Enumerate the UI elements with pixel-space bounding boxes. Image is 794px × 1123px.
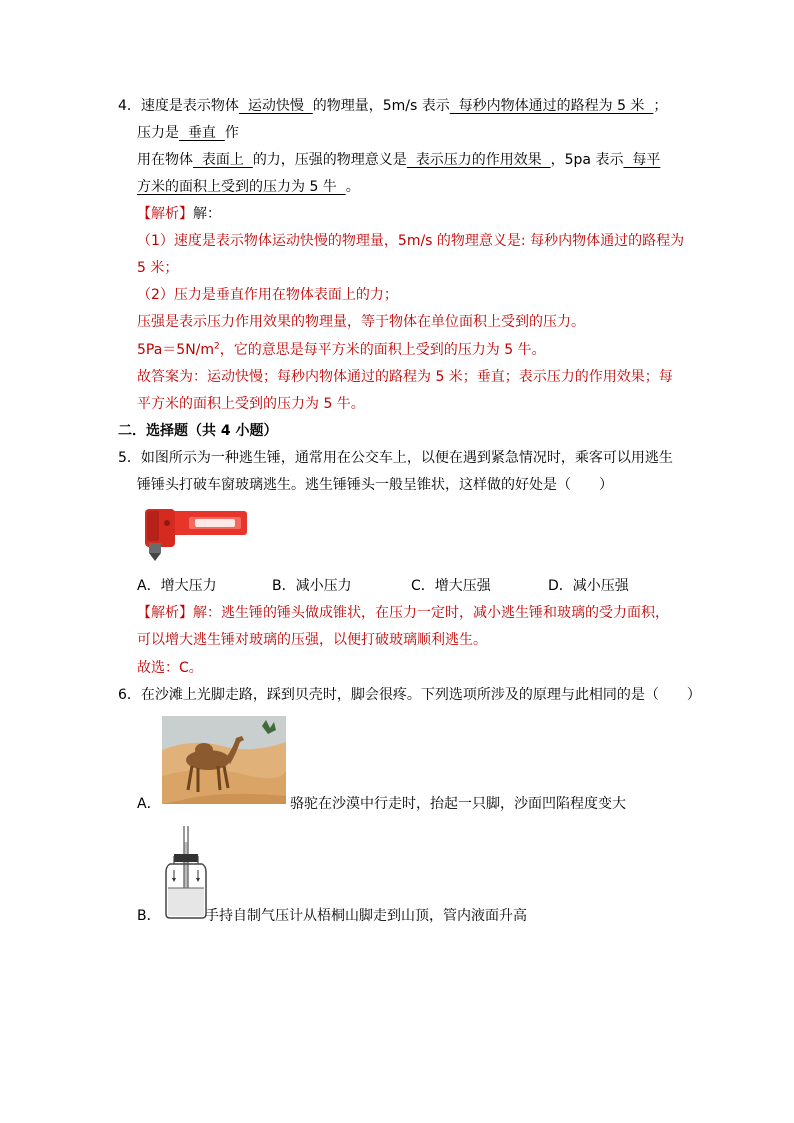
q4-blank-3: 垂直 <box>179 125 225 141</box>
escape-hammer-image <box>137 505 249 565</box>
q4-analysis-6: 故答案为：运动快慢；每秒内物体通过的路程为 5 米；垂直；表示压力的作用效果；每 <box>137 369 673 385</box>
q4-analysis-3: （2）压力是垂直作用在物体表面上的力； <box>137 287 398 303</box>
q4-blank-6: 每平 <box>623 152 661 168</box>
q5-option-d: D．减小压强 <box>548 578 629 594</box>
q5-analysis-2: 可以增大逃生锤对玻璃的压强，以便打破玻璃顺利逃生。 <box>137 632 487 648</box>
q5-option-c: C．增大压强 <box>411 578 491 594</box>
camel-icon <box>162 716 286 804</box>
section-title: 二．选择题（共 4 小题） <box>118 423 278 439</box>
q4-text: 压力是 <box>137 125 179 141</box>
q4-text: 作 <box>224 125 239 141</box>
q4-line-4 <box>137 177 360 197</box>
camel-desert-image <box>162 716 286 804</box>
q4-text: 的力，压强的物理意义是 <box>252 152 407 168</box>
q5-line-1: 5．如图所示为一种逃生锤，通常用在公交车上，以便在遇到紧急情况时，乘客可以用逃生 <box>118 450 673 466</box>
analysis-label: 【解析】 <box>137 206 193 222</box>
q6-line-1: 6．在沙滩上光脚走路，踩到贝壳时，脚会很疼。下列选项所涉及的原理与此相同的是（ ） <box>118 687 701 703</box>
q4-blank-1: 运动快慢 <box>238 98 313 114</box>
q4-text: 解： <box>193 206 221 222</box>
q4-text: ，5pa 表示 <box>550 152 624 168</box>
q5-line-2: 锤锤头打破车窗玻璃逃生。逃生锤锤头一般呈锥状，这样做的好处是（ ） <box>137 477 613 493</box>
q6-option-b-label: B． <box>137 908 161 924</box>
q4-blank-5: 表示压力的作用效果 <box>406 152 551 168</box>
barometer-image <box>162 826 210 922</box>
q4-text: 用在物体 <box>137 152 193 168</box>
q4-text: 。 <box>345 179 360 195</box>
q4-number: 4． <box>118 98 141 114</box>
q4-analysis-5 <box>137 340 546 360</box>
q4-analysis-7: 平方米的面积上受到的压力为 5 牛。 <box>137 396 365 412</box>
q4-line-3 <box>137 150 660 170</box>
q4-analysis-4: 压强是表示压力作用效果的物理量，等于物体在单位面积上受到的压力。 <box>137 314 585 330</box>
q5-answer: 故选：C。 <box>137 660 203 676</box>
q4-blank-4: 表面上 <box>193 152 253 168</box>
q5-analysis-1 <box>137 603 669 623</box>
q4-analysis-1: （1）速度是表示物体运动快慢的物理量，5m/s 的物理意义是: 每秒内物体通过的路程为 <box>137 233 685 249</box>
q4-text: 5Pa＝5N/m <box>137 342 215 358</box>
q4-analysis-header <box>137 204 221 224</box>
q4-text: ，它的意思是每平方米的面积上受到的压力为 5 牛。 <box>219 342 546 358</box>
q4-text: 的物理量，5m/s 表示 <box>312 98 450 114</box>
q6-option-b-text: 手持自制气压计从梧桐山脚走到山顶，管内液面升高 <box>205 908 527 924</box>
q4-text: ； <box>653 98 668 114</box>
q4-analysis-2: 5 米； <box>137 260 179 276</box>
q6-option-a-text: 骆驼在沙漠中行走时，抬起一只脚，沙面凹陷程度变大 <box>290 796 626 812</box>
q4-text: 速度是表示物体 <box>140 98 239 114</box>
q4-blank-2: 每秒内物体通过的路程为 5 米 <box>449 98 654 114</box>
q5-text: 解：逃生锤的锤头做成锥状，在压力一定时，减小逃生锤和玻璃的受力面积， <box>193 605 669 621</box>
q4-line-2 <box>137 123 239 143</box>
q4-blank-6-cont: 方米的面积上受到的压力为 5 牛 <box>137 179 346 195</box>
q5-option-a: A．增大压力 <box>137 578 217 594</box>
q5-option-b: B．减小压力 <box>272 578 352 594</box>
q4-text: 2 <box>214 341 220 352</box>
q4-line-1 <box>118 96 667 116</box>
analysis-label: 【解析】 <box>137 605 193 621</box>
escape-hammer-icon <box>137 505 249 565</box>
barometer-bottle-icon <box>162 826 210 922</box>
q6-option-a-label: A． <box>137 796 161 812</box>
